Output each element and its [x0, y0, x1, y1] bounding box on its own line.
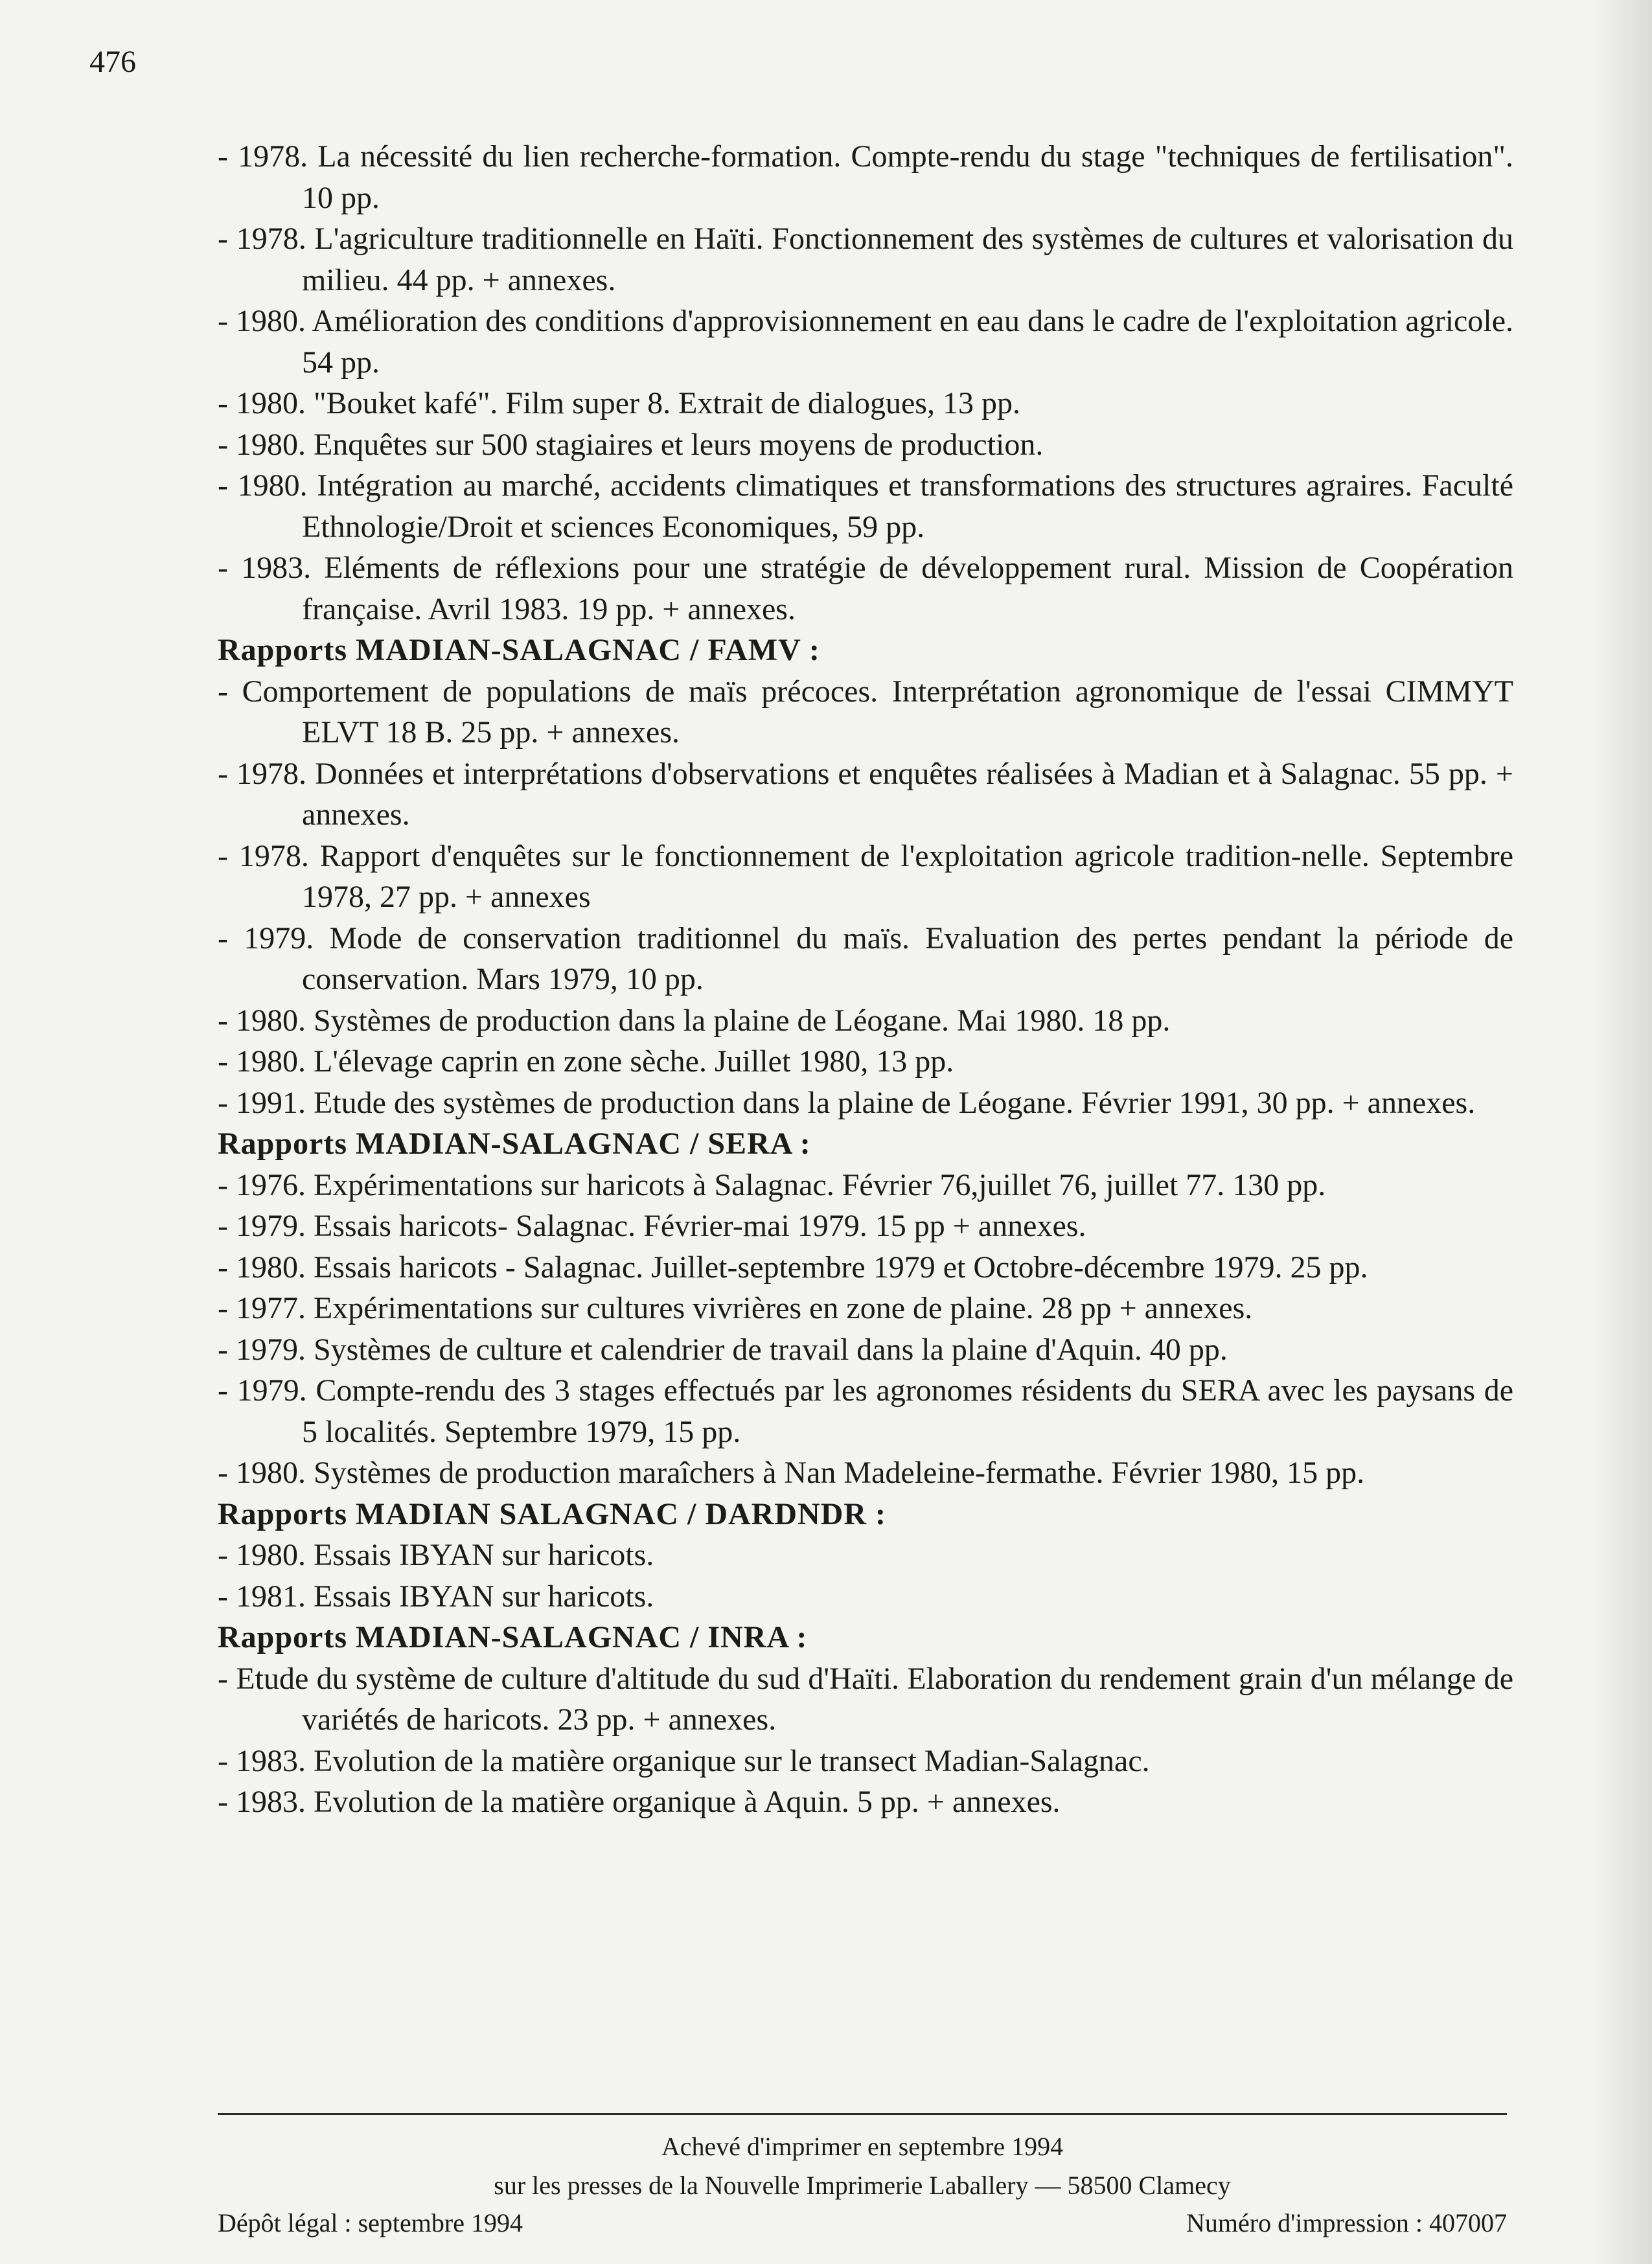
bibliography-list [218, 136, 1513, 1823]
bibliography-entry: - 1978. Données et interprétations d'observations et enquêtes réalisées à Madian et à Salagnac. 55 pp. + annexes. [218, 756, 1513, 832]
bibliography-entry: - 1980. Essais haricots - Salagnac. Juillet-septembre 1979 et Octobre-décembre 1979. 25 pp. [218, 1250, 1368, 1285]
page-edge-shadow [1594, 0, 1652, 2264]
bibliography-entry: - 1978. Rapport d'enquêtes sur le fonctionnement de l'exploitation agricole tradition-nelle. Septembre 1978, 27 pp. + annexes [218, 838, 1513, 914]
bibliography-entry: - 1980. Enquêtes sur 500 stagiaires et leurs moyens de production. [218, 427, 1044, 462]
bibliography-entry: - 1980. "Bouket kafé". Film super 8. Extrait de dialogues, 13 pp. [218, 386, 1020, 420]
bibliography-entry: - 1980. L'élevage caprin en zone sèche. Juillet 1980, 13 pp. [218, 1044, 954, 1079]
bibliography-entry: - 1976. Expérimentations sur haricots à Salagnac. Février 76,juillet 76, juillet 77. 130 pp. [218, 1167, 1326, 1202]
bibliography-entry: - 1981. Essais IBYAN sur haricots. [218, 1579, 654, 1614]
colophon-printer: sur les presses de la Nouvelle Imprimerie Laballery — 58500 Clamecy [494, 2171, 1231, 2200]
bibliography-entry: - Etude du système de culture d'altitude du sud d'Haïti. Elaboration du rendement grain d'un mélange de variétés de haricots. 23 pp. + annexes. [218, 1661, 1513, 1737]
bibliography-entry: - Comportement de populations de maïs précoces. Interprétation agronomique de l'essai CIMMYT ELVT 18 B. 25 pp. + annexes. [218, 674, 1513, 749]
bibliography-entry: - 1980. Essais IBYAN sur haricots. [218, 1538, 654, 1572]
bibliography-entry: - 1979. Systèmes de culture et calendrier de travail dans la plaine d'Aquin. 40 pp. [218, 1332, 1228, 1367]
colophon-legal [218, 2204, 1507, 2243]
section-heading: Rapports MADIAN-SALAGNAC / SERA : [218, 1126, 811, 1161]
page-number: 476 [89, 45, 136, 79]
section-heading: Rapports MADIAN SALAGNAC / DARDNDR : [218, 1496, 886, 1531]
bibliography-entry: - 1983. Eléments de réflexions pour une stratégie de développement rural. Mission de Coopération française. Avril 1983. 19 pp. + annexes. [218, 551, 1513, 626]
bibliography-entry: - 1979. Compte-rendu des 3 stages effectués par les agronomes résidents du SERA avec les paysans de 5 localités. Septembre 1979, 15 pp. [218, 1373, 1513, 1449]
bibliography-entry: - 1980. Amélioration des conditions d'approvisionnement en eau dans le cadre de l'exploitation agricole. 54 pp. [218, 304, 1513, 380]
section-heading: Rapports MADIAN-SALAGNAC / INRA : [218, 1620, 808, 1654]
colophon [218, 2127, 1507, 2205]
bibliography-entry: - 1979. Mode de conservation traditionnel du maïs. Evaluation des pertes pendant la période de conservation. Mars 1979, 10 pp. [218, 920, 1513, 996]
bibliography-entry: - 1983. Evolution de la matière organique sur le transect Madian-Salagnac. [218, 1743, 1150, 1778]
bibliography-entry: - 1983. Evolution de la matière organique à Aquin. 5 pp. + annexes. [218, 1785, 1061, 1819]
bibliography-entry: - 1979. Essais haricots- Salagnac. Février-mai 1979. 15 pp + annexes. [218, 1209, 1086, 1243]
bibliography-entry: - 1978. La nécessité du lien recherche-formation. Compte-rendu du stage "techniques de fertilisation". 10 pp. [218, 139, 1513, 215]
bibliography-entry: - 1977. Expérimentations sur cultures vivrières en zone de plaine. 28 pp + annexes. [218, 1291, 1253, 1325]
colophon-print-date: Achevé d'imprimer en septembre 1994 [661, 2132, 1064, 2161]
footer-divider [218, 2113, 1507, 2115]
bibliography-entry: - 1991. Etude des systèmes de production dans la plaine de Léogane. Février 1991, 30 pp. + annexes. [218, 1085, 1476, 1120]
print-number: Numéro d'impression : 407007 [1186, 2208, 1507, 2237]
bibliography-entry: - 1978. L'agriculture traditionnelle en Haïti. Fonctionnement des systèmes de cultures et valorisation du milieu. 44 pp. + annexes. [218, 222, 1513, 297]
bibliography-entry: - 1980. Systèmes de production dans la plaine de Léogane. Mai 1980. 18 pp. [218, 1003, 1171, 1038]
section-heading: Rapports MADIAN-SALAGNAC / FAMV : [218, 633, 820, 667]
bibliography-entry: - 1980. Systèmes de production maraîchers à Nan Madeleine-fermathe. Février 1980, 15 pp. [218, 1456, 1365, 1490]
legal-deposit: Dépôt légal : septembre 1994 [218, 2208, 523, 2237]
bibliography-entry: - 1980. Intégration au marché, accidents climatiques et transformations des structures agraires. Faculté Ethnologie/Droit et sciences Economiques, 59 pp. [218, 468, 1513, 544]
